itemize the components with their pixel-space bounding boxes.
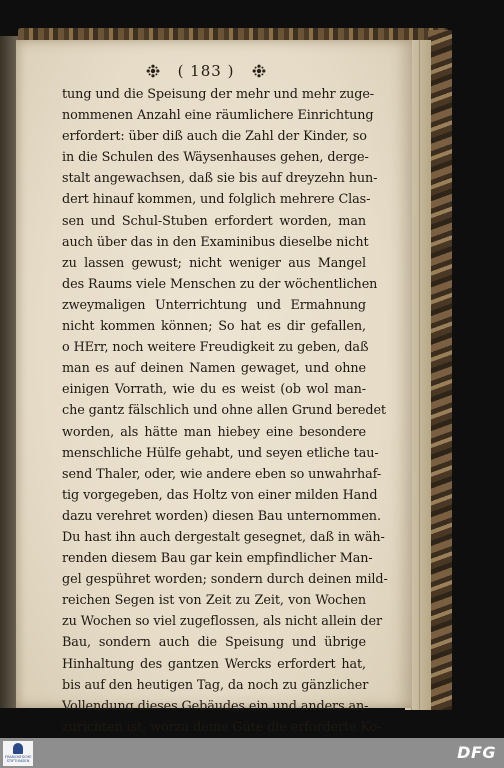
text-line: Hinhaltung des gantzen Wercks erfordert hat, (62, 656, 366, 672)
text-line: zu lassen gewust; nicht weniger aus Mangel (62, 255, 366, 271)
text-line: auch über das in den Examinibus dieselbe nicht (62, 234, 369, 250)
text-line: zurichten ist, worzu deine Güte die erforderte Ko- (62, 719, 382, 735)
text-line: send Thaler, oder, wie andere eben so unwahrhaf- (62, 466, 382, 482)
text-line: che gantz fälschlich und ohne allen Grund beredet (62, 403, 386, 419)
text-line: des Raums viele Menschen zu der wöchentlichen (62, 276, 378, 292)
text-line: o HErr, noch weitere Freudigkeit zu geben, daß (62, 340, 369, 356)
text-line: dazu verehret worden) diesen Bau unternommen. (62, 508, 381, 524)
logo-text: FRANCKESCHE STIFTUNGEN (5, 755, 32, 763)
franckesche-stiftungen-logo[interactable] (3, 741, 33, 766)
text-line: zweymaligen Unterrichtung und Ermahnung (62, 297, 366, 313)
text-line: einigen Vorrath, wie du es weist (ob wol man- (62, 382, 366, 398)
text-line: gel gespühret worden; sondern durch deinen mild- (62, 572, 388, 588)
text-line: sen und Schul-Stuben erfordert worden, man (62, 213, 366, 229)
text-line: man es auf deinen Namen gewaget, und ohne (62, 361, 366, 377)
text-line: erfordert: über diß auch die Zahl der Kinder, so (62, 129, 367, 145)
text-line: nommenen Anzahl eine räumlichere Einrichtung (62, 108, 374, 124)
page-header (16, 62, 396, 80)
floral-ornament-icon (146, 64, 160, 78)
text-line: tig vorgegeben, das Holtz von einer milden Hand (62, 487, 378, 503)
body-text (62, 84, 388, 759)
text-line: in die Schulen des Wäysenhauses gehen, derge- (62, 150, 369, 166)
text-line: Vollendung dieses Gebäudes ein und anders an- (62, 698, 369, 714)
text-line: reichen Segen ist von Zeit zu Zeit, von Wochen (62, 593, 366, 609)
text-line: nicht kommen können; So hat es dir gefallen, (62, 319, 366, 335)
text-line: renden diesem Bau gar kein empfindlicher Man- (62, 551, 373, 567)
text-line: zu Wochen so viel zugeflossen, als nicht allein der (62, 614, 382, 630)
institution-emblem-icon (13, 743, 23, 754)
floral-ornament-icon (252, 64, 266, 78)
text-line: tung und die Speisung der mehr und mehr zuge- (62, 87, 375, 102)
viewer-footer-bar (0, 738, 504, 768)
book-page (16, 40, 412, 735)
text-line: stalt angewachsen, daß sie bis auf dreyzehn hun- (62, 171, 378, 187)
text-line: dert hinauf kommen, und folglich mehrere Clas- (62, 192, 371, 208)
text-line: Bau, sondern auch die Speisung und übrige (62, 635, 366, 651)
text-line: Du hast ihn auch dergestalt gesegnet, daß in wäh- (62, 529, 385, 545)
dfg-logo[interactable]: DFG (457, 743, 496, 762)
text-line: worden, als hätte man hiebey eine besondere (62, 424, 366, 440)
text-line: menschliche Hülfe gehabt, und seyen etliche tau- (62, 445, 379, 461)
page-number: ( 183 ) (177, 62, 235, 80)
book-cover-marbled-edge (428, 30, 452, 710)
text-line: bis auf den heutigen Tag, da noch zu gänzlicher (62, 677, 369, 693)
